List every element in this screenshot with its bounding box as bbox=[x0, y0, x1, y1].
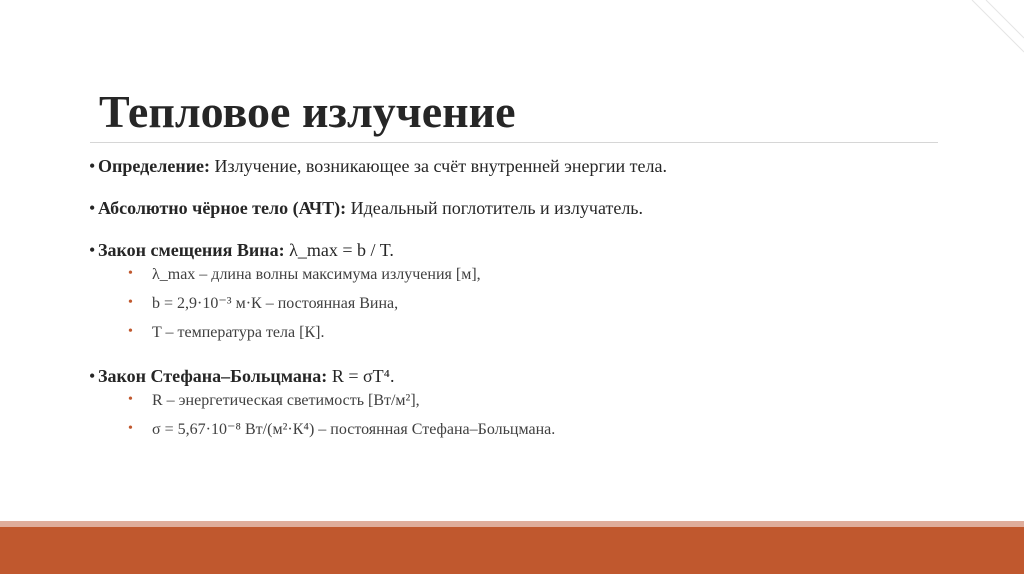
sub-bullet-icon: • bbox=[128, 421, 133, 436]
bullet-wien-law bbox=[86, 239, 966, 261]
bullet-icon: • bbox=[89, 198, 96, 218]
sub-bullet bbox=[86, 323, 966, 343]
corner-decoration bbox=[964, 0, 1024, 60]
slide-title: Тепловое излучение bbox=[99, 86, 516, 137]
sub-bullet-text: λ_max – длина волны максимума излучения [м], bbox=[152, 266, 481, 283]
sub-bullet-text: σ = 5,67·10⁻⁸ Вт/(м²·К⁴) – постоянная Стефана–Больцмана. bbox=[152, 421, 556, 438]
bullet-list bbox=[86, 155, 966, 440]
bullet-definition bbox=[86, 155, 966, 177]
bullet-text: λ_max = b / T. bbox=[284, 240, 394, 260]
bullet-icon: • bbox=[89, 156, 96, 176]
bullet-stefan-boltzmann-law bbox=[86, 365, 966, 387]
bullet-blackbody bbox=[86, 197, 966, 219]
bullet-heading: Абсолютно чёрное тело (АЧТ): bbox=[98, 198, 347, 218]
sub-bullet-icon: • bbox=[128, 324, 133, 339]
sub-bullet-text: b = 2,9·10⁻³ м·К – постоянная Вина, bbox=[152, 295, 399, 312]
bullet-heading: Определение: bbox=[98, 156, 211, 176]
sub-bullet-icon: • bbox=[128, 266, 133, 281]
bullet-heading: Закон Стефана–Больцмана: bbox=[98, 366, 328, 386]
bullet-text: R = σT⁴. bbox=[327, 366, 395, 386]
sub-bullet bbox=[86, 391, 966, 411]
bullet-icon: • bbox=[89, 240, 96, 260]
bullet-text: Идеальный поглотитель и излучатель. bbox=[346, 198, 644, 218]
sub-bullet bbox=[86, 294, 966, 314]
sub-bullet bbox=[86, 420, 966, 440]
bullet-icon: • bbox=[89, 366, 96, 386]
bullet-heading: Закон смещения Вина: bbox=[98, 240, 285, 260]
bullet-text: Излучение, возникающее за счёт внутренней энергии тела. bbox=[210, 156, 667, 176]
sub-bullet-icon: • bbox=[128, 295, 133, 310]
footer-bar bbox=[0, 527, 1024, 574]
sub-bullet-icon: • bbox=[128, 392, 133, 407]
sub-bullet bbox=[86, 265, 966, 285]
title-divider bbox=[90, 142, 938, 143]
sub-bullet-text: R – энергетическая светимость [Вт/м²], bbox=[152, 392, 420, 409]
sub-bullet-text: T – температура тела [К]. bbox=[152, 324, 325, 341]
